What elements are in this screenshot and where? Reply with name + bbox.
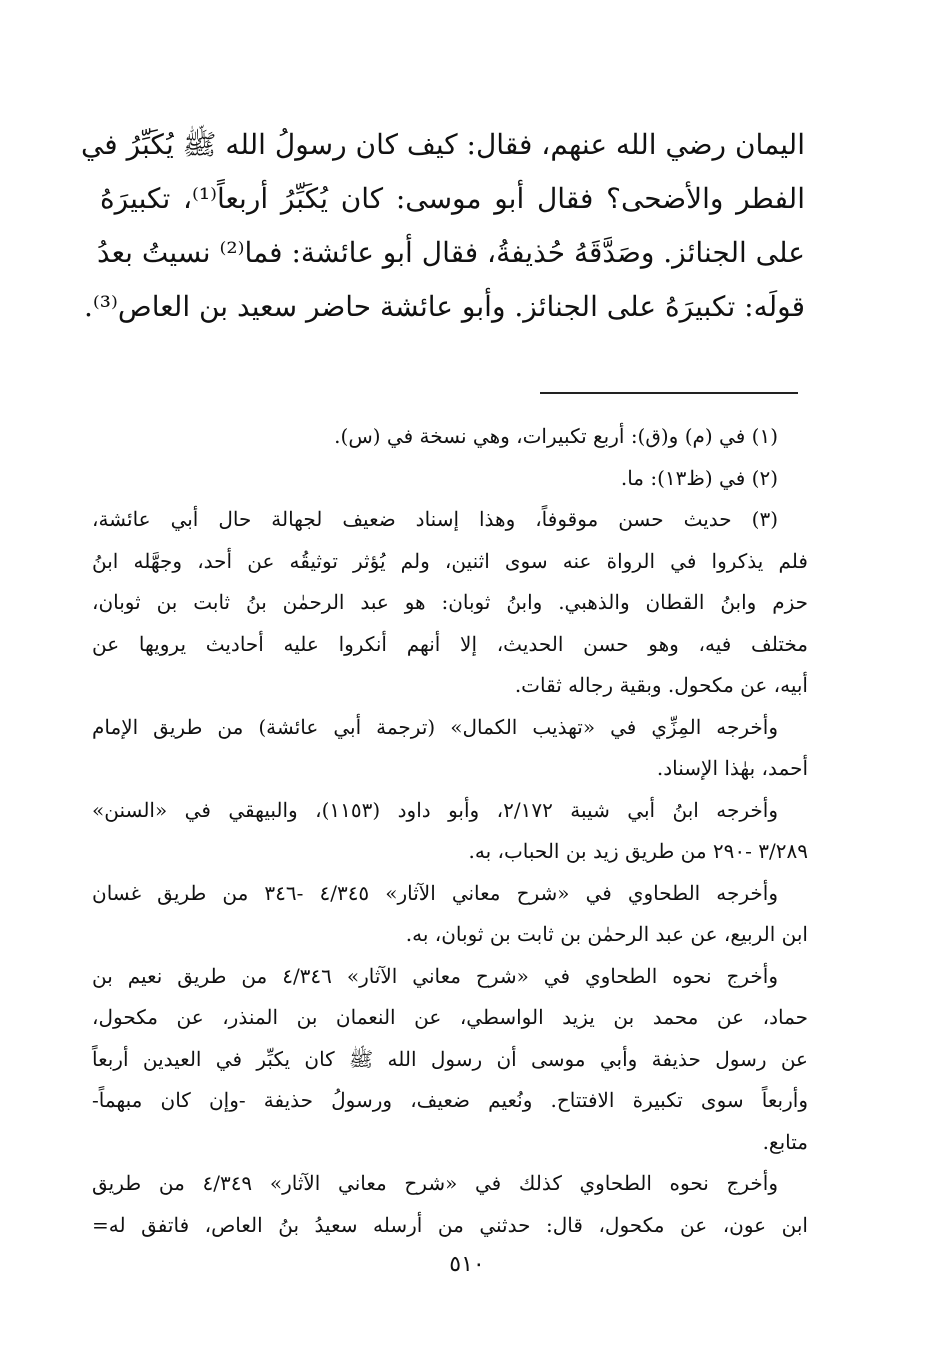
main-text-line: على الجنائز. وصَدَّقَهُ حُذيفةُ، فقال أبو عائشة: فما⁽²⁾ نسيتُ بعدُ bbox=[96, 236, 805, 269]
page-number: ٥١٠ bbox=[449, 1252, 485, 1277]
footnote-line: حزم وابنُ القطان والذهبي. وابنُ ثوبان: هو عبد الرحمٰن بنُ ثابت بن ثوبان، bbox=[92, 590, 808, 614]
footnote-3-paragraph-ibn-abi-shayba bbox=[92, 790, 808, 873]
footnote-line: ابن عون، عن مكحول، قال: حدثني من أرسله سعيدُ بنُ العاص، فاتفق له= bbox=[92, 1212, 808, 1237]
main-text-line: قولَه: تكبيرَهُ على الجنائز. وأبو عائشة حاضر سعيد بن العاص⁽³⁾. bbox=[84, 290, 805, 323]
footnote-line: أحمد، بهٰذا الإسناد. bbox=[656, 756, 808, 780]
footnote-line: مختلف فيه، وهو حسن الحديث، إلا أنهم أنكروا عليه أحاديث يرويها عن bbox=[92, 631, 808, 656]
footnote-3-paragraph-mizzi bbox=[92, 707, 808, 790]
footnote-3-paragraph-tahawi-naim bbox=[92, 956, 808, 1164]
footnote-2 bbox=[92, 458, 808, 500]
footnote-line: وأخرجه المِزِّي في «تهذيب الكمال» (ترجمة أبي عائشة) من طريق الإمام bbox=[92, 714, 778, 739]
footnote-line: وأخرج نحوه الطحاوي في «شرح معاني الآثار» ٤/٣٤٦ من طريق نعيم بن bbox=[92, 963, 778, 988]
footnote-line: (٣) حديث حسن موقوفاً، وهذا إسناد ضعيف لجهالة حال أبي عائشة، bbox=[92, 507, 778, 531]
footnote-line: ابن الربيع، عن عبد الرحمٰن بن ثابت بن ثوبان، به. bbox=[405, 922, 808, 946]
footnotes-block bbox=[92, 416, 808, 1246]
footnote-1 bbox=[92, 416, 808, 458]
footnote-line: (١) في (م) و(ق): أربع تكبيرات، وهي نسخة في (س). bbox=[334, 424, 778, 448]
footnote-line: وأربعاً سوى تكبيرة الافتتاح. ونُعيم ضعيف، ورسولُ حذيفة -وإن كان مبهماً- bbox=[92, 1088, 808, 1112]
footnote-3-paragraph-tahawi bbox=[92, 873, 808, 956]
main-text-line: اليمان رضي الله عنهم، فقال: كيف كان رسولُ الله ﷺ يُكَبِّرُ في bbox=[80, 128, 805, 161]
footnote-3-paragraph-tahawi-ibn-awn bbox=[92, 1163, 808, 1246]
footnote-line: أبيه، عن مكحول. وبقية رجاله ثقات. bbox=[514, 673, 808, 697]
footnote-line: عن رسول حذيفة وأبي موسى أن رسول الله ﷺ كان يكبِّر في العيدين أربعاً bbox=[92, 1046, 808, 1071]
footnote-line: وأخرجه الطحاوي في «شرح معاني الآثار» ٤/٣٤٥ -٣٤٦ من طريق غسان bbox=[92, 880, 778, 905]
footnote-line: وأخرجه ابنُ أبي شيبة ٢/١٧٢، وأبو داود (١١٥٣)، والبيهقي في «السنن» bbox=[92, 797, 778, 822]
footnote-separator bbox=[540, 392, 798, 394]
footnote-line: وأخرج نحوه الطحاوي كذلك في «شرح معاني الآثار» ٤/٣٤٩ من طريق bbox=[92, 1171, 779, 1195]
footnote-line: حماد، عن محمد بن يزيد الواسطي، عن النعمان بن المنذر، عن مكحول، bbox=[92, 1005, 808, 1029]
footnote-line: (٢) في (ظ١٣): ما. bbox=[620, 465, 778, 490]
footnote-line: فلم يذكروا في الرواة عنه سوى اثنين، ولم يُؤثر توثيقُه عن أحد، وجهَّله ابنُ bbox=[92, 548, 808, 573]
main-text-line: الفطر والأضحى؟ فقال أبو موسى: كان يُكَبِّرُ أربعاً⁽¹⁾، تكبيرَهُ bbox=[100, 182, 805, 215]
main-text-block bbox=[80, 118, 805, 334]
footnote-line: متابع. bbox=[762, 1129, 808, 1154]
footnote-3 bbox=[92, 499, 808, 707]
footnote-line: ٣/٢٨٩ -٢٩٠ من طريق زيد بن الحباب، به. bbox=[468, 839, 808, 863]
